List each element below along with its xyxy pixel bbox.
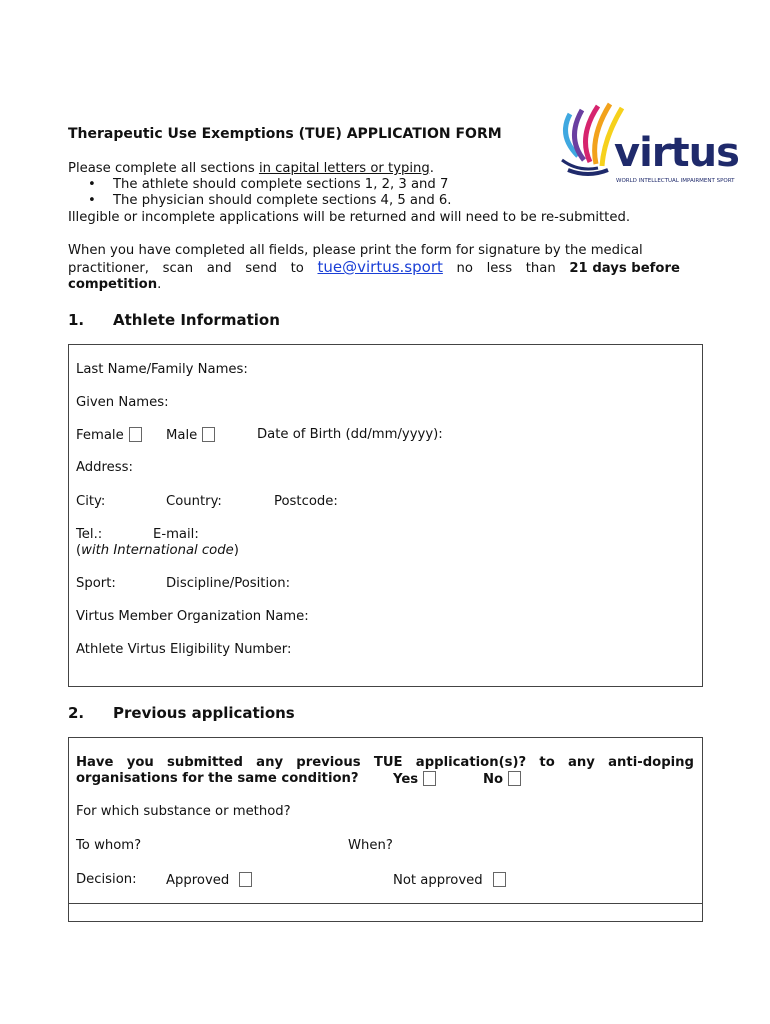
postcode-label: Postcode:	[274, 494, 338, 509]
not-approved-label: Not approved	[393, 873, 483, 888]
email-link[interactable]: tue@virtus.sport	[317, 258, 443, 276]
paren: )	[233, 543, 239, 558]
approved-option	[166, 872, 252, 889]
word: practitioner,	[68, 261, 149, 276]
to-whom-label: To whom?	[76, 838, 142, 853]
female-option	[76, 427, 142, 444]
word: scan	[162, 261, 194, 276]
decision-label: Decision:	[76, 872, 137, 887]
section2-title: Previous applications	[113, 704, 295, 722]
no-option	[483, 771, 521, 788]
section2-number: 2.	[68, 704, 85, 722]
previous-tue-question-line2: organisations for the same condition?	[76, 771, 359, 786]
approved-checkbox[interactable]	[239, 872, 252, 887]
dob-label: Date of Birth (dd/mm/yyyy):	[257, 427, 443, 442]
female-label: Female	[76, 428, 124, 443]
virtus-logo	[548, 96, 738, 188]
female-checkbox[interactable]	[129, 427, 142, 442]
print-instruction-line3	[68, 277, 161, 293]
deadline-text-end: competition	[68, 277, 158, 292]
intro-line1	[68, 161, 434, 177]
no-checkbox[interactable]	[508, 771, 521, 786]
previous-tue-question: Have you submitted any previous TUE application(s)? to any anti-doping	[76, 755, 694, 770]
bullet-icon: •	[88, 193, 96, 208]
substance-label: For which substance or method?	[76, 804, 291, 819]
form-title: Therapeutic Use Exemptions (TUE) APPLICATION FORM	[68, 126, 502, 142]
discipline-label: Discipline/Position:	[166, 576, 291, 591]
city-label: City:	[76, 494, 106, 509]
section1-number: 1.	[68, 311, 85, 329]
intro-line1-suffix: .	[429, 161, 434, 176]
yes-label: Yes	[393, 772, 419, 787]
bullet-icon: •	[88, 177, 96, 192]
print-instruction-line1: When you have completed all fields, please print the form for signature by the medical	[68, 243, 643, 258]
bullet-item	[88, 177, 448, 193]
bullet-item	[88, 193, 452, 209]
print-instruction-line2	[68, 259, 680, 277]
word: and	[206, 261, 232, 276]
yes-option	[393, 771, 436, 788]
word: to	[290, 261, 304, 276]
paren: (	[76, 543, 82, 558]
bullet-text: The physician should complete sections 4, 5 and 6.	[113, 193, 452, 208]
intro-line1-text: Please complete all sections	[68, 161, 259, 176]
yes-checkbox[interactable]	[423, 771, 436, 786]
intl-code-text: with International code	[81, 543, 234, 558]
no-label: No	[483, 772, 504, 787]
when-label: When?	[348, 838, 393, 853]
last-name-label: Last Name/Family Names:	[76, 362, 248, 377]
bullet-text: The athlete should complete sections 1, 2, 3 and 7	[113, 177, 449, 192]
country-label: Country:	[166, 494, 222, 509]
sport-label: Sport:	[76, 576, 116, 591]
intro-line1-underlined: in capital letters or typing	[258, 161, 430, 176]
illegible-note: Illegible or incomplete applications will be returned and will need to be re-submitted.	[68, 210, 631, 225]
logo-tagline: WORLD INTELLECTUAL IMPAIRMENT SPORT	[616, 178, 735, 184]
male-option	[166, 427, 215, 444]
not-approved-checkbox[interactable]	[493, 872, 506, 887]
word: than	[525, 261, 556, 276]
not-approved-option	[393, 872, 506, 889]
male-checkbox[interactable]	[202, 427, 215, 442]
word: no	[456, 261, 473, 276]
logo-wordmark: virtus	[614, 130, 739, 176]
tel-label: Tel.:	[76, 527, 103, 542]
email-label: E-mail:	[153, 527, 199, 542]
divider	[68, 903, 703, 904]
address-label: Address:	[76, 460, 133, 475]
deadline-text: 21 days before	[569, 261, 680, 276]
period: .	[157, 277, 162, 292]
intl-code-note	[76, 543, 239, 559]
word: send	[245, 261, 277, 276]
approved-label: Approved	[166, 873, 230, 888]
member-org-label: Virtus Member Organization Name:	[76, 609, 309, 624]
given-names-label: Given Names:	[76, 395, 169, 410]
eligibility-label: Athlete Virtus Eligibility Number:	[76, 642, 292, 657]
word: less	[486, 261, 513, 276]
section1-title: Athlete Information	[113, 311, 280, 329]
male-label: Male	[166, 428, 198, 443]
